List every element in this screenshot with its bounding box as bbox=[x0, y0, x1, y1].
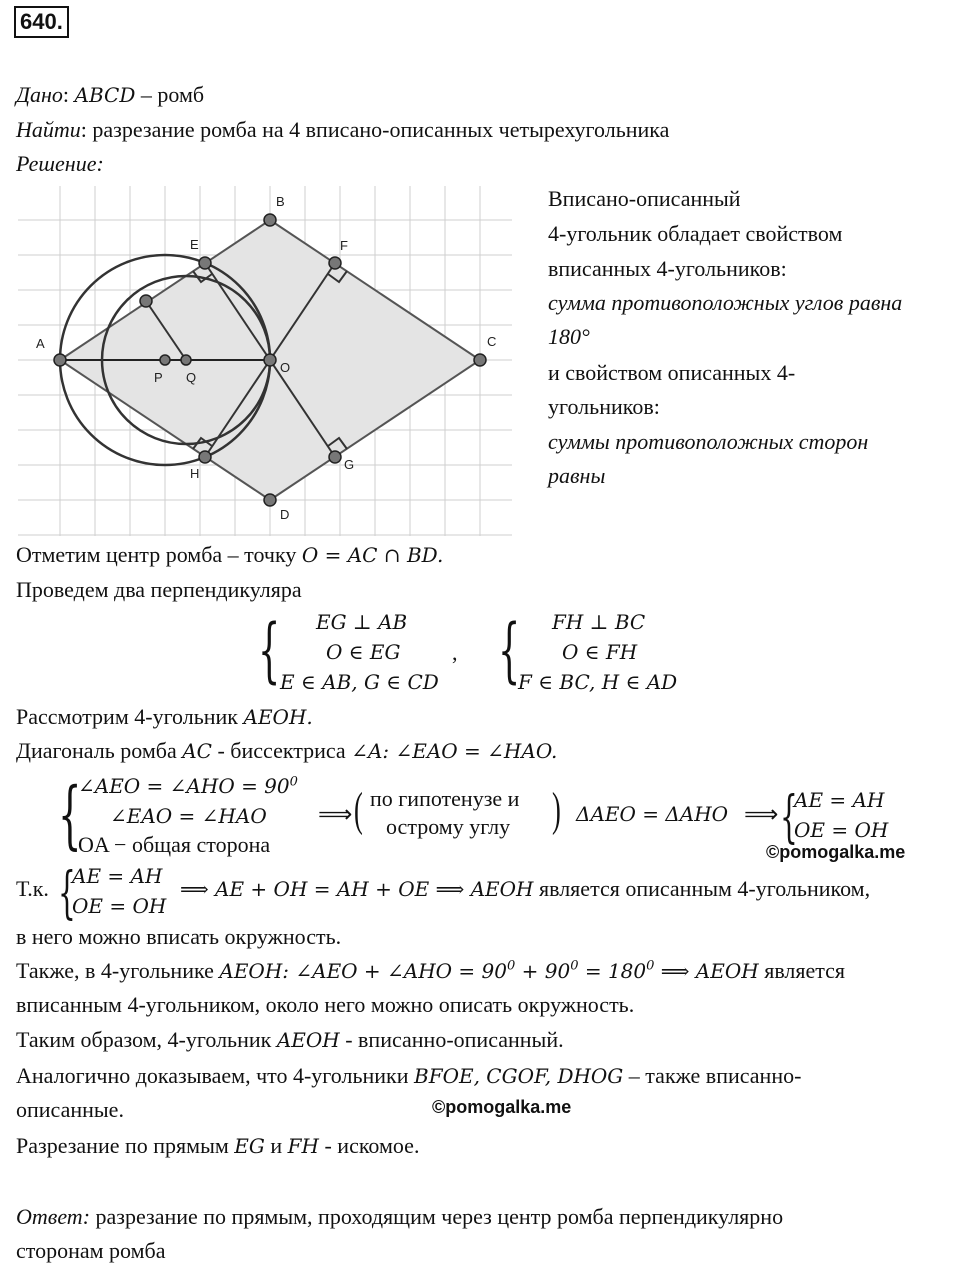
also-formula-1: AEOH: ∠AEO + ∠AHO = 90 bbox=[219, 959, 507, 983]
paren-close: ) bbox=[552, 783, 561, 836]
point-c bbox=[474, 354, 486, 366]
sys2-eq-1: FH ⊥ BC bbox=[552, 610, 646, 634]
point-f bbox=[329, 257, 341, 269]
diag-text-1: Диагональ ромба bbox=[16, 738, 183, 763]
sys2-eq-2: O ∈ FH bbox=[562, 640, 638, 664]
label-b: B bbox=[276, 194, 285, 209]
answer-line bbox=[16, 1204, 783, 1230]
thus-formula: AEOH bbox=[276, 1028, 340, 1052]
analog-text: Аналогично доказываем, что 4-угольники bbox=[16, 1063, 414, 1088]
point-tangent bbox=[140, 295, 152, 307]
label-o: O bbox=[280, 360, 291, 375]
paren-line-2: острому углу bbox=[386, 814, 511, 839]
watermark-1: ©pomogalka.me bbox=[766, 842, 906, 862]
solution-label: Решение: bbox=[16, 151, 104, 176]
given-label: Дано bbox=[16, 82, 63, 107]
point-a bbox=[54, 354, 66, 366]
center-line bbox=[16, 542, 443, 568]
label-g: G bbox=[344, 457, 355, 472]
tk-label: Т.к. bbox=[16, 876, 49, 901]
tk-sys-eq-1: AE = AH bbox=[72, 864, 163, 888]
label-a: A bbox=[36, 336, 45, 351]
side-line-2: 4-угольник обладает свойством bbox=[548, 221, 843, 246]
rhombus-figure bbox=[18, 186, 512, 536]
point-d bbox=[264, 494, 276, 506]
triangle-equality: ΔAEO = ΔAHO bbox=[576, 802, 729, 826]
sys3-sup: 0 bbox=[289, 774, 298, 790]
cut-line bbox=[16, 1133, 419, 1159]
brace-5: { bbox=[58, 861, 76, 926]
analog-line bbox=[16, 1063, 801, 1089]
inscribe-line: в него можно вписать окружность. bbox=[16, 924, 342, 949]
label-e: E bbox=[190, 237, 199, 252]
side-line-5: 180° bbox=[548, 324, 590, 349]
cut-and: и bbox=[264, 1133, 288, 1158]
tk-rest-line bbox=[180, 876, 870, 902]
sys3-eq-2: ∠EAO = ∠HAO bbox=[110, 804, 267, 828]
cut-fh: FH bbox=[287, 1134, 319, 1158]
sys3-eq-3: OA − общая сторона bbox=[78, 832, 271, 857]
thus-line bbox=[16, 1027, 564, 1053]
point-o bbox=[264, 354, 276, 366]
point-b bbox=[264, 214, 276, 226]
find-rest: разрезание ромба на 4 вписано-описанных четырехугольника bbox=[86, 117, 670, 142]
side-line-9: равны bbox=[548, 463, 606, 488]
brace-3: { bbox=[58, 772, 82, 858]
label-c: C bbox=[487, 334, 497, 349]
diag-text-2: - биссектриса bbox=[211, 738, 352, 763]
analog-formula: BFOE, CGOF, DHOG bbox=[414, 1064, 624, 1088]
tk-formula: ⟹ AE + OH = AH + OE ⟹ AEOH bbox=[180, 877, 534, 901]
answer-label: Ответ: bbox=[16, 1204, 91, 1229]
side-line-6: и свойством описанных 4- bbox=[548, 360, 796, 385]
point-q bbox=[181, 355, 191, 365]
given-sep: : bbox=[62, 82, 70, 107]
label-p: P bbox=[154, 370, 163, 385]
also-sup-1: 0 bbox=[507, 958, 516, 974]
analog-line-2: описанные. bbox=[16, 1097, 124, 1122]
label-h: H bbox=[190, 466, 200, 481]
paren-open: ( bbox=[354, 783, 363, 836]
side-line-8: суммы противоположных сторон bbox=[548, 429, 869, 454]
also-sup-3: 0 bbox=[646, 958, 655, 974]
sys3-eq-1 bbox=[78, 774, 298, 798]
brace-2: { bbox=[498, 609, 521, 691]
thus-rest: - вписанно-описанный. bbox=[339, 1027, 564, 1052]
also-formula-4: ⟹ AEOH bbox=[654, 959, 759, 983]
brace-4: { bbox=[780, 785, 798, 850]
also-formula-3: = 180 bbox=[578, 959, 647, 983]
consider-text: Рассмотрим 4-угольник bbox=[16, 704, 244, 729]
side-line-3: вписанных 4-угольников: bbox=[548, 256, 787, 281]
sys3-eq-1-text: ∠AEO = ∠AHO = 90 bbox=[78, 774, 290, 798]
sys1-eq-2: O ∈ EG bbox=[326, 640, 401, 664]
sys-comma: , bbox=[452, 640, 458, 665]
watermark-2: ©pomogalka.me bbox=[432, 1097, 572, 1117]
also-rest: является bbox=[758, 958, 846, 983]
diag-line bbox=[16, 738, 557, 764]
center-text: Отметим центр ромба – точку bbox=[16, 542, 302, 567]
analog-rest: – также вписанно- bbox=[623, 1063, 802, 1088]
sys2-eq-3: F ∈ BC, H ∈ AD bbox=[518, 670, 678, 694]
label-f: F bbox=[340, 238, 348, 253]
brace-1: { bbox=[258, 609, 281, 691]
side-line-4: сумма противоположных углов равна bbox=[548, 290, 903, 315]
consider-formula: AEOH. bbox=[243, 705, 313, 729]
problem-number: 640. bbox=[14, 6, 69, 38]
side-line-1: Вписано-описанный bbox=[548, 186, 741, 211]
find-sep: : bbox=[80, 117, 87, 142]
given-rest: – ромб bbox=[135, 82, 205, 107]
sys1-eq-1: EG ⊥ AB bbox=[316, 610, 408, 634]
label-q: Q bbox=[186, 370, 197, 385]
find-label: Найти bbox=[16, 117, 81, 142]
find-line bbox=[16, 117, 669, 143]
thus-text: Таким образом, 4-угольник bbox=[16, 1027, 277, 1052]
tk-sys-eq-2: OE = OH bbox=[72, 894, 167, 918]
answer-text: разрезание по прямым, проходящим через центр ромба перпендикулярно bbox=[90, 1204, 784, 1229]
sys4-eq-2: OE = OH bbox=[794, 818, 889, 842]
diag-ac: AC bbox=[182, 739, 212, 763]
point-p bbox=[160, 355, 170, 365]
also-text: Также, в 4-угольнике bbox=[16, 958, 220, 983]
perp-line: Проведем два перпендикуляра bbox=[16, 577, 302, 602]
paren-line-1: по гипотенузе и bbox=[370, 786, 520, 811]
given-value: ABCD bbox=[74, 83, 136, 107]
label-d: D bbox=[280, 507, 290, 522]
sys1-eq-3: E ∈ AB, G ∈ CD bbox=[280, 670, 439, 694]
sys4-eq-1: AE = AH bbox=[794, 788, 885, 812]
point-e bbox=[199, 257, 211, 269]
also-line bbox=[16, 958, 845, 984]
answer-line-2: сторонам ромба bbox=[16, 1238, 166, 1263]
side-line-7: угольников: bbox=[548, 394, 660, 419]
cut-text-1: Разрезание по прямым bbox=[16, 1133, 235, 1158]
consider-line bbox=[16, 704, 313, 730]
implies-arrow-2: ⟹ bbox=[744, 802, 779, 828]
also-sup-2: 0 bbox=[570, 958, 579, 974]
cut-eg: EG bbox=[234, 1134, 265, 1158]
cyclic-line: вписанным 4-угольником, около него можно описать окружность. bbox=[16, 992, 635, 1017]
center-formula: O = AC ∩ BD. bbox=[301, 543, 444, 567]
point-g bbox=[329, 451, 341, 463]
diag-formula: ∠A: ∠EAO = ∠HAO. bbox=[351, 739, 558, 763]
also-formula-2: + 90 bbox=[515, 959, 571, 983]
point-h bbox=[199, 451, 211, 463]
implies-arrow-1: ⟹ bbox=[318, 802, 353, 828]
tk-rest: является описанным 4-угольником, bbox=[533, 876, 871, 901]
cut-rest: - искомое. bbox=[318, 1133, 420, 1158]
given-line bbox=[16, 82, 204, 108]
